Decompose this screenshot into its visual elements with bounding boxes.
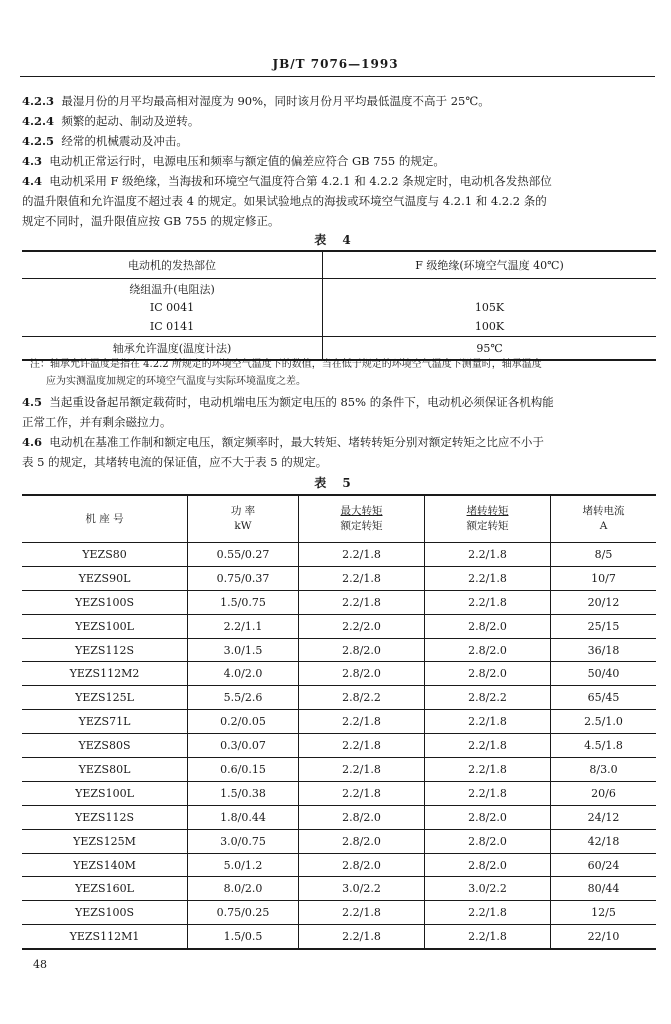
locked-current-cell: 12/5 <box>551 901 657 925</box>
locked-current-cell: 4.5/1.8 <box>551 734 657 758</box>
locked-current-cell: 65/45 <box>551 686 657 710</box>
power-cell: 1.5/0.75 <box>188 590 299 614</box>
locked-current-cell: 50/40 <box>551 662 657 686</box>
frame-cell: YEZS160L <box>22 877 188 901</box>
clause-number: 4.2.5 <box>22 134 55 148</box>
clause-4-2-4 <box>22 111 658 131</box>
header-unit: A <box>599 520 608 532</box>
locked-torque-cell: 2.2/1.8 <box>425 566 551 590</box>
clause-number: 4.4 <box>22 174 43 188</box>
table-row <box>22 877 656 901</box>
row-value: 105K <box>474 301 505 314</box>
table-row <box>22 317 656 337</box>
table-row <box>22 710 656 734</box>
table-row <box>22 829 656 853</box>
table-row <box>22 662 656 686</box>
header-line: 额定转矩 <box>340 520 383 532</box>
table-4 <box>22 250 656 361</box>
locked-torque-cell: 2.8/2.0 <box>425 805 551 829</box>
header-line: 最大转矩 <box>340 505 383 517</box>
table-header-row <box>22 495 656 543</box>
table-row <box>22 901 656 925</box>
frame-cell: YEZS80 <box>22 543 188 567</box>
table-row <box>22 543 656 567</box>
clause-text: 频繁的起动、制动及逆转。 <box>61 114 200 128</box>
note-line: 应为实测温度加规定的环境空气温度与实际环境温度之差。 <box>46 376 306 387</box>
clause-text: 最湿月份的月平均最高相对湿度为 90%，同时该月份月平均最低温度不高于 25℃。 <box>61 94 490 108</box>
locked-torque-cell: 2.2/1.8 <box>425 734 551 758</box>
clause-4-4 <box>22 171 658 191</box>
frame-cell: YEZS100L <box>22 614 188 638</box>
clause-4-6-line-2: 表 5 的规定，其堵转电流的保证值，应不大于表 5 的规定。 <box>22 455 328 469</box>
power-cell: 0.2/0.05 <box>188 710 299 734</box>
max-torque-cell: 2.2/1.8 <box>299 590 425 614</box>
clause-number: 4.5 <box>22 395 43 409</box>
power-cell: 4.0/2.0 <box>188 662 299 686</box>
locked-current-cell: 42/18 <box>551 829 657 853</box>
frame-cell: YEZS125M <box>22 829 188 853</box>
header-line: 额定转矩 <box>466 520 509 532</box>
row-label: IC 0041 <box>22 298 323 317</box>
locked-current-cell: 25/15 <box>551 614 657 638</box>
table-row <box>22 566 656 590</box>
header-line: 堵转电流 <box>582 505 625 517</box>
max-torque-cell: 2.2/1.8 <box>299 901 425 925</box>
locked-torque-cell: 2.8/2.0 <box>425 662 551 686</box>
standard-header: JB/T 7076—1993 <box>272 57 399 71</box>
max-torque-cell: 2.2/1.8 <box>299 758 425 782</box>
frame-cell: YEZS90L <box>22 566 188 590</box>
table-row <box>22 686 656 710</box>
locked-current-cell: 20/6 <box>551 781 657 805</box>
frame-cell: YEZS125L <box>22 686 188 710</box>
locked-current-cell: 60/24 <box>551 853 657 877</box>
locked-current-cell: 8/5 <box>551 543 657 567</box>
clause-4-5-line-2: 正常工作，并有剩余磁拉力。 <box>22 415 172 429</box>
locked-torque-cell: 2.2/1.8 <box>425 590 551 614</box>
locked-torque-cell: 2.8/2.0 <box>425 638 551 662</box>
clause-4-3 <box>22 151 658 171</box>
power-cell: 2.2/1.1 <box>188 614 299 638</box>
frame-cell: YEZS112M1 <box>22 925 188 949</box>
col-header-power <box>188 495 299 543</box>
table-row <box>22 298 656 317</box>
clause-number: 4.2.3 <box>22 94 55 108</box>
header-line: 功 率 <box>230 505 256 517</box>
col-header-locked-current <box>551 495 657 543</box>
locked-torque-cell: 2.2/1.8 <box>425 710 551 734</box>
max-torque-cell: 2.2/1.8 <box>299 734 425 758</box>
locked-current-cell: 36/18 <box>551 638 657 662</box>
locked-current-cell: 22/10 <box>587 930 620 944</box>
table-row <box>22 853 656 877</box>
header-line: 堵转转矩 <box>466 505 509 517</box>
locked-torque-cell: 2.8/2.0 <box>425 829 551 853</box>
table-row <box>22 781 656 805</box>
power-cell: 0.75/0.37 <box>188 566 299 590</box>
table-5-body <box>22 543 656 950</box>
locked-torque-cell: 2.8/2.0 <box>425 853 551 877</box>
clause-text: 经常的机械震动及冲击。 <box>61 134 188 148</box>
power-cell: 1.8/0.44 <box>188 805 299 829</box>
power-cell: 1.5/0.5 <box>188 925 299 949</box>
frame-cell: YEZS80S <box>22 734 188 758</box>
clause-number: 4.3 <box>22 154 43 168</box>
row-group-label: 绕组温升(电阻法) <box>22 279 323 299</box>
max-torque-cell: 2.2/1.8 <box>299 781 425 805</box>
frame-cell: YEZS140M <box>22 853 188 877</box>
table-4-caption: 表 4 <box>314 233 357 247</box>
row-label: IC 0141 <box>22 317 323 337</box>
frame-cell: YEZS100L <box>22 781 188 805</box>
frame-cell: YEZS100S <box>22 901 188 925</box>
clause-number: 4.6 <box>22 435 43 449</box>
locked-torque-cell: 2.2/1.8 <box>425 781 551 805</box>
max-torque-cell: 2.8/2.0 <box>299 829 425 853</box>
locked-current-cell: 20/12 <box>551 590 657 614</box>
clause-text: 电动机正常运行时，电源电压和频率与额定值的偏差应符合 GB 755 的规定。 <box>49 154 445 168</box>
power-cell: 0.3/0.07 <box>188 734 299 758</box>
header-unit: kW <box>234 520 252 532</box>
clause-4-6 <box>22 432 658 452</box>
note-line: 注：轴承允许温度是指在 4.2.2 所规定的环境空气温度下的数值，当在低于规定的环境空气温度下测量时，轴承温度 <box>30 359 542 370</box>
locked-torque-cell: 3.0/2.2 <box>425 877 551 901</box>
locked-torque-cell: 2.2/1.8 <box>425 758 551 782</box>
page-number: 48 <box>33 958 47 971</box>
power-cell: 0.6/0.15 <box>188 758 299 782</box>
clause-text: 当起重设备起吊额定载荷时，电动机端电压为额定电压的 85% 的条件下，电动机必须保证各机构能 <box>49 395 554 409</box>
table-row <box>22 279 656 299</box>
row-label: 轴承允许温度(温度计法) <box>22 337 323 361</box>
table-row <box>22 590 656 614</box>
clause-4-2-5 <box>22 131 658 151</box>
clause-4-4-line-3: 规定不同时，温升限值应按 GB 755 的规定修正。 <box>22 214 280 228</box>
max-torque-cell: 2.8/2.2 <box>299 686 425 710</box>
max-torque-cell: 2.2/2.0 <box>299 614 425 638</box>
clause-text: 电动机采用 F 级绝缘，当海拔和环境空气温度符合第 4.2.1 和 4.2.2 条规定时，电动机各发热部位 <box>49 174 552 188</box>
table-row <box>22 758 656 782</box>
locked-current-cell: 80/44 <box>551 877 657 901</box>
clause-text: 电动机在基准工作制和额定电压，额定频率时，最大转矩、堵转转矩分别对额定转矩之比应不小于 <box>49 435 544 449</box>
frame-cell: YEZS100S <box>22 590 188 614</box>
clause-4-5 <box>22 392 658 412</box>
table-4-note <box>30 356 656 390</box>
header-rule <box>20 76 655 77</box>
locked-current-cell: 8/3.0 <box>551 758 657 782</box>
table-row <box>22 805 656 829</box>
table-row <box>22 734 656 758</box>
table-5 <box>22 494 656 950</box>
row-value: 100K <box>474 320 505 333</box>
max-torque-cell: 2.8/2.0 <box>299 662 425 686</box>
max-torque-cell: 2.2/1.8 <box>299 566 425 590</box>
locked-torque-cell: 2.8/2.2 <box>425 686 551 710</box>
table-5-caption: 表 5 <box>314 476 357 490</box>
power-cell: 8.0/2.0 <box>188 877 299 901</box>
locked-torque-cell: 2.8/2.0 <box>425 614 551 638</box>
locked-current-cell: 2.5/1.0 <box>551 710 657 734</box>
max-torque-cell: 2.2/1.8 <box>299 543 425 567</box>
locked-current-cell: 10/7 <box>551 566 657 590</box>
power-cell: 5.0/1.2 <box>188 853 299 877</box>
locked-current-cell: 24/12 <box>551 805 657 829</box>
power-cell: 3.0/0.75 <box>188 829 299 853</box>
col-header-frame: 机 座 号 <box>22 495 188 543</box>
clause-number: 4.2.4 <box>22 114 55 128</box>
frame-cell: YEZS80L <box>22 758 188 782</box>
locked-torque-cell: 2.2/1.8 <box>425 543 551 567</box>
power-cell: 0.75/0.25 <box>188 901 299 925</box>
col-header-max-torque <box>299 495 425 543</box>
frame-cell: YEZS112M2 <box>22 662 188 686</box>
col-header-heating-part: 电动机的发热部位 <box>22 251 323 279</box>
max-torque-cell: 2.2/1.8 <box>299 710 425 734</box>
frame-cell: YEZS112S <box>22 638 188 662</box>
table-row <box>22 925 656 949</box>
col-header-class-f: F 级绝缘(环境空气温度 40℃) <box>323 251 657 279</box>
power-cell: 5.5/2.6 <box>188 686 299 710</box>
frame-cell: YEZS71L <box>22 710 188 734</box>
max-torque-cell: 2.8/2.0 <box>299 638 425 662</box>
table-header-row <box>22 251 656 279</box>
max-torque-cell: 2.8/2.0 <box>299 853 425 877</box>
max-torque-cell: 2.8/2.0 <box>299 805 425 829</box>
max-torque-cell: 2.2/1.8 <box>299 925 425 949</box>
power-cell: 1.5/0.38 <box>188 781 299 805</box>
locked-torque-cell: 2.2/1.8 <box>425 901 551 925</box>
table-row <box>22 638 656 662</box>
col-header-locked-torque <box>425 495 551 543</box>
row-value: 95℃ <box>323 337 657 361</box>
power-cell: 0.55/0.27 <box>188 543 299 567</box>
power-cell: 3.0/1.5 <box>188 638 299 662</box>
locked-torque-cell: 2.2/1.8 <box>425 925 551 949</box>
clause-4-2-3 <box>22 91 658 111</box>
frame-cell: YEZS112S <box>22 805 188 829</box>
table-row <box>22 614 656 638</box>
clause-4-4-line-2: 的温升限值和允许温度不超过表 4 的规定。如果试验地点的海拔或环境空气温度与 4.2.1 和 4.2.2 条的 <box>22 194 547 208</box>
max-torque-cell: 3.0/2.2 <box>299 877 425 901</box>
